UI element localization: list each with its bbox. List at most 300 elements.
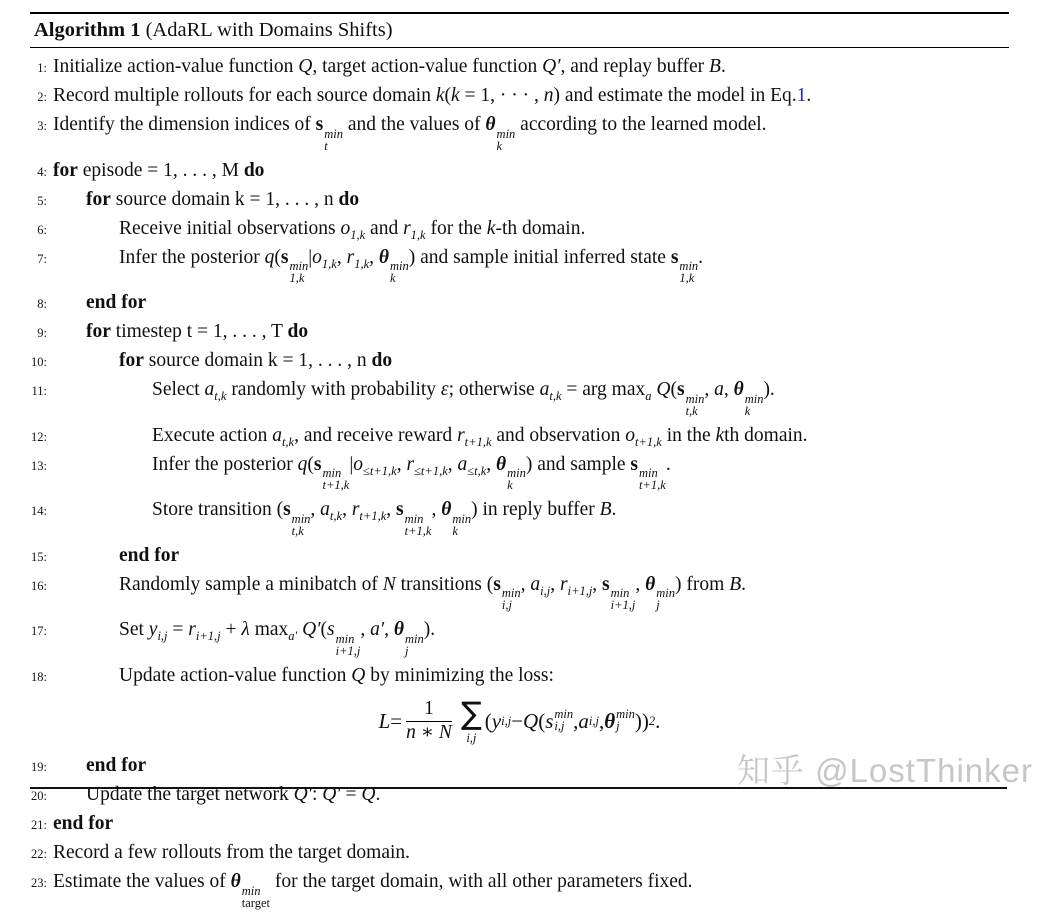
subscript: i+1,j: [335, 643, 361, 658]
line-number: 22:: [31, 847, 47, 861]
math-text: Q: [298, 56, 313, 77]
subscript: j: [656, 598, 660, 613]
stacked-scripts: [679, 261, 698, 285]
math-text: θ: [733, 379, 744, 400]
math-text: ) and sample initial inferred state: [408, 246, 671, 268]
algo-line: [30, 570, 1009, 616]
algorithm-title-caption: (AdaRL with Domains Shifts): [140, 19, 393, 41]
line-content: [119, 618, 435, 658]
math-text: =: [390, 708, 403, 733]
superscript: min: [291, 511, 311, 526]
line-number: 12:: [31, 429, 47, 444]
math-text: ,: [520, 573, 531, 595]
math-text: .: [375, 784, 381, 805]
line-number: 7:: [37, 251, 47, 266]
math-text: s: [670, 246, 679, 268]
subscript: t+1,k: [359, 508, 387, 523]
subscript: k: [452, 523, 458, 538]
math-text: ).: [423, 619, 436, 640]
superscript: min: [324, 126, 343, 141]
line-number: 8:: [37, 297, 47, 311]
math-text: Q′: [302, 619, 321, 640]
subscript: t,k: [291, 523, 304, 538]
math-text: ,: [431, 499, 442, 520]
math-text: by minimizing the loss:: [365, 664, 554, 686]
math-text: Q: [656, 379, 671, 400]
algo-line: [30, 421, 1009, 450]
math-text: ) and sample: [525, 453, 631, 475]
math-text: Q′: [322, 784, 341, 805]
subscript: i+1,j: [610, 598, 636, 613]
stacked-scripts: [554, 709, 573, 733]
math-text: k: [486, 217, 496, 239]
algo-line: [30, 615, 1009, 661]
line-content: [152, 378, 775, 418]
math-text: λ: [241, 619, 250, 640]
math-text: s: [630, 453, 638, 475]
math-text: end for: [119, 544, 180, 566]
math-text: = 1, · · · ,: [459, 85, 544, 106]
math-text: .: [741, 573, 746, 595]
superscript: min: [335, 631, 355, 646]
math-text: according to the learned model.: [515, 114, 767, 135]
subscript: ≤t+1,k: [414, 463, 448, 478]
fraction: [406, 699, 452, 743]
math-text: do: [338, 188, 360, 210]
math-text: θ: [378, 246, 389, 268]
algo-line: [30, 346, 1009, 375]
math-text: Q: [523, 708, 539, 733]
math-text: a: [539, 379, 550, 400]
math-text: ) from: [675, 573, 730, 595]
algo-line: [30, 450, 1009, 496]
bottom-rule: [30, 787, 1007, 789]
math-text: Q: [361, 784, 376, 805]
math-text: k: [435, 85, 445, 106]
line-content: [119, 544, 179, 567]
math-text: Execute action: [152, 424, 273, 446]
math-text: q: [264, 246, 275, 268]
math-text: r: [403, 217, 411, 239]
superscript: min: [685, 391, 705, 406]
stacked-scripts: [656, 588, 675, 612]
line-number: 10:: [31, 355, 47, 369]
math-text: a: [714, 379, 724, 400]
math-text: end for: [86, 755, 147, 776]
math-text: for: [86, 188, 111, 210]
math-text: Infer the posterior: [119, 246, 265, 268]
math-text: ,: [396, 453, 407, 475]
math-text: s: [602, 573, 610, 595]
superscript: min: [452, 511, 472, 526]
math-text: (: [307, 453, 314, 475]
algorithm-body: [30, 48, 1009, 913]
subscript: t+1,k: [404, 523, 432, 538]
superscript: min: [496, 126, 516, 141]
sigma-icon: ∑: [460, 695, 482, 732]
line-content: [86, 320, 308, 343]
math-text: θ: [604, 708, 616, 733]
math-text: s: [280, 246, 289, 268]
stacked-scripts: [452, 511, 472, 538]
watermark-text: 知乎 @LostThinker: [736, 752, 1033, 789]
subscript: t,k: [329, 508, 343, 523]
math-text: r: [346, 246, 355, 268]
math-text: |: [349, 453, 354, 475]
math-text: (: [320, 619, 328, 640]
math-text: r: [406, 453, 415, 475]
math-text: r: [188, 619, 196, 640]
line-content: [53, 84, 811, 107]
line-content: [86, 754, 146, 777]
subscript: t,k: [549, 388, 562, 403]
math-text: Record a few rollouts from the target domain.: [53, 842, 411, 863]
line-content: [53, 870, 693, 910]
math-text: Estimate the values of: [53, 871, 231, 892]
math-text: and: [365, 217, 404, 239]
algorithm-title: [30, 14, 1009, 47]
math-text: Infer the posterior: [152, 453, 298, 475]
math-text: s: [545, 708, 554, 733]
stacked-scripts: [405, 631, 424, 658]
stacked-scripts: [639, 468, 666, 492]
algo-line: [30, 780, 1009, 809]
math-text: Update action-value function: [119, 664, 352, 686]
line-content: [152, 498, 616, 538]
algo-line: [30, 214, 1009, 243]
math-text: θ: [485, 114, 496, 135]
math-text: a′: [370, 619, 385, 640]
line-number: 19:: [31, 760, 47, 774]
line-content: [53, 55, 726, 78]
math-text: θ: [645, 573, 656, 595]
fraction-denominator: n ∗ N: [406, 721, 452, 743]
algo-line: [30, 495, 1009, 541]
line-number: 4:: [37, 164, 47, 179]
math-text: L: [378, 708, 391, 733]
math-text: (: [670, 379, 677, 400]
math-text: k: [715, 424, 725, 446]
subscript: a: [645, 388, 652, 403]
subscript: target: [241, 895, 270, 910]
math-text: s: [327, 619, 335, 640]
subscript: t,k: [214, 388, 227, 403]
superscript: min: [639, 466, 658, 481]
math-text: N: [382, 573, 396, 595]
math-text: ) and estimate the model in Eq.: [553, 85, 797, 106]
math-text: a: [320, 499, 330, 520]
math-text: ,: [336, 246, 347, 268]
math-text: .: [655, 708, 661, 733]
algo-line: [30, 838, 1009, 867]
math-text: (: [484, 708, 492, 733]
subscript: i,j: [554, 719, 565, 734]
math-text: :: [311, 784, 323, 805]
superscript: min: [610, 586, 630, 601]
line-content: [119, 217, 585, 240]
subscript: k: [744, 403, 751, 418]
math-text: y: [148, 619, 158, 640]
math-text: Select: [152, 379, 205, 400]
line-number: 5:: [37, 193, 47, 208]
stacked-scripts: [404, 511, 432, 538]
subscript: i+1,j: [195, 628, 221, 643]
math-text: for: [119, 350, 144, 371]
line-number: 21:: [31, 818, 47, 832]
stacked-scripts: [291, 511, 311, 538]
math-text: .: [720, 56, 726, 77]
math-text: r: [559, 573, 568, 595]
math-text: B: [729, 573, 742, 595]
stacked-scripts: [685, 391, 705, 418]
math-text: ,: [723, 379, 734, 400]
algo-line: [30, 541, 1009, 570]
superscript: min: [322, 466, 342, 481]
math-text: ,: [310, 499, 321, 520]
math-text: a: [457, 453, 468, 475]
line-content: [53, 113, 767, 153]
math-text: θ: [496, 453, 507, 475]
math-text: transitions (: [395, 573, 494, 595]
algo-line: [30, 751, 1009, 780]
math-text: episode = 1, . . . , M: [77, 159, 244, 181]
line-number: 17:: [31, 624, 47, 638]
line-content: [53, 841, 410, 864]
subscript: j: [616, 719, 620, 734]
superscript: min: [405, 631, 424, 646]
line-content: [53, 812, 113, 835]
subscript: a′: [288, 628, 298, 643]
subscript: i,j: [157, 628, 168, 643]
line-number: 2:: [37, 90, 47, 104]
math-text: o: [353, 453, 363, 475]
math-text: ,: [360, 619, 371, 640]
algo-line: [30, 110, 1009, 156]
superscript: min: [679, 259, 699, 274]
math-text: s: [315, 114, 324, 135]
line-content: [53, 159, 264, 182]
math-text: ,: [447, 453, 458, 475]
algo-line: [30, 288, 1009, 317]
math-text: do: [371, 350, 393, 371]
math-text: , and receive reward: [294, 424, 458, 446]
math-text: for: [86, 321, 111, 342]
subscript: t+1,k: [322, 478, 350, 493]
math-text: ).: [763, 379, 775, 400]
subscript: i+1,j: [567, 583, 593, 598]
subscript: 1,k: [679, 271, 695, 286]
stacked-scripts: [390, 261, 409, 285]
subscript: i,j: [540, 583, 551, 598]
stacked-scripts: [241, 883, 270, 910]
math-text: source domain k = 1, . . . , n: [143, 350, 372, 371]
math-text: ,: [486, 453, 497, 475]
superscript: min: [404, 511, 424, 526]
subscript: i,j: [501, 598, 512, 613]
math-text: ,: [704, 379, 715, 400]
math-text: max: [249, 619, 289, 640]
math-text: .: [611, 499, 617, 520]
subscript: 1,k: [350, 227, 366, 242]
stacked-scripts: [335, 631, 361, 658]
line-content: [119, 573, 746, 613]
line-number: 6:: [37, 222, 47, 237]
math-text: and observation: [491, 424, 626, 446]
line-content: [86, 188, 359, 211]
line-content: [119, 349, 392, 372]
math-text: , and replay buffer: [560, 56, 710, 77]
math-text: a: [530, 573, 541, 595]
math-text: Update the target network: [86, 784, 294, 805]
algo-line: [30, 661, 1009, 690]
math-text: for: [53, 159, 78, 181]
subscript: k: [496, 138, 503, 153]
math-text: (: [274, 246, 281, 268]
math-text: θ: [393, 619, 405, 640]
superscript: min: [554, 707, 574, 722]
math-text: -th domain.: [495, 217, 586, 239]
math-text: r: [351, 499, 360, 520]
math-text: Q′: [542, 56, 561, 77]
line-number: 13:: [31, 458, 47, 473]
algo-line: [30, 867, 1009, 913]
math-text: do: [243, 159, 265, 181]
math-text: , target action-value function: [312, 56, 543, 77]
line-content: [152, 424, 808, 447]
math-text: r: [457, 424, 465, 446]
stacked-scripts: [744, 391, 764, 418]
algo-line: [30, 81, 1009, 110]
math-text: Q: [351, 664, 366, 686]
algo-line: [30, 375, 1009, 421]
math-text: for the: [425, 217, 487, 239]
math-text: ; otherwise: [448, 379, 540, 400]
math-text: Store transition (: [152, 499, 284, 520]
line-number: 16:: [31, 578, 47, 593]
math-text: .: [698, 246, 704, 268]
math-text: Q′: [293, 784, 312, 805]
line-content: [119, 246, 703, 286]
superscript: min: [241, 883, 261, 898]
superscript: min: [744, 391, 764, 406]
math-text: s: [493, 573, 501, 595]
subscript: j: [405, 643, 409, 658]
superscript: min: [507, 466, 526, 481]
stacked-scripts: [611, 588, 636, 612]
fraction-numerator: 1: [406, 699, 452, 721]
math-text: Record multiple rollouts for each source domain: [53, 85, 436, 106]
subscript: 1,k: [354, 256, 370, 271]
math-text: end for: [86, 292, 147, 313]
subscript: 1,k: [321, 256, 337, 271]
algorithm-title-label: Algorithm 1: [34, 19, 141, 41]
summation-index: i,j: [466, 730, 477, 745]
math-text: th domain.: [724, 424, 808, 446]
subscript: t: [324, 138, 328, 153]
math-text: ,: [384, 619, 394, 640]
math-text: ,: [369, 246, 379, 268]
line-content: [86, 291, 146, 314]
math-text: o: [625, 424, 636, 446]
stacked-scripts: [496, 126, 516, 153]
superscript: min: [289, 259, 309, 274]
algo-line: [30, 52, 1009, 81]
math-text: y: [491, 708, 502, 733]
math-text: +: [220, 619, 242, 640]
algo-line: [30, 156, 1009, 185]
subscript: k: [507, 478, 513, 493]
stacked-scripts: [323, 468, 350, 492]
superscript: min: [390, 259, 409, 274]
stacked-scripts: [290, 261, 309, 285]
math-text: ,: [592, 573, 603, 595]
math-text: Randomly sample a minibatch of: [119, 573, 383, 595]
line-number: 23:: [31, 876, 47, 890]
math-text: timestep t = 1, . . . , T: [110, 321, 288, 342]
math-text: θ: [441, 499, 452, 520]
math-text: ,: [386, 499, 397, 520]
math-text: ,: [635, 573, 646, 595]
stacked-scripts: [507, 468, 526, 492]
eq-ref-link[interactable]: 1: [796, 85, 807, 106]
algo-line: [30, 185, 1009, 214]
line-number: 9:: [37, 326, 47, 340]
line-number: 3:: [37, 119, 47, 133]
math-text: source domain k = 1, . . . , n: [110, 188, 339, 210]
math-text: for the target domain, with all other parameters fixed.: [269, 871, 693, 892]
math-text: )): [634, 708, 649, 733]
subscript: 1,k: [410, 227, 426, 242]
math-text: o: [340, 217, 351, 239]
math-text: =: [340, 784, 362, 805]
math-text: a: [204, 379, 215, 400]
superscript: min: [656, 586, 676, 601]
summation-operator: [460, 695, 482, 745]
math-text: .: [806, 85, 812, 106]
math-text: Initialize action-value function: [53, 56, 299, 77]
math-text: a: [578, 708, 589, 733]
line-content: [119, 664, 554, 687]
math-text: ,: [598, 708, 605, 733]
subscript: t+1,k: [639, 478, 666, 493]
algo-line: [30, 809, 1009, 838]
math-text: ) in reply buffer: [471, 499, 600, 520]
line-number: 18:: [31, 669, 47, 684]
math-text: ε: [440, 379, 449, 400]
line-number: 1:: [37, 61, 47, 75]
math-text: .: [665, 453, 671, 475]
superscript: min: [501, 586, 521, 601]
math-text: ,: [342, 499, 352, 520]
math-text: s: [313, 453, 322, 475]
line-number: 15:: [31, 549, 47, 564]
superscript: min: [616, 707, 635, 722]
math-text: s: [283, 499, 291, 520]
math-text: ,: [573, 708, 579, 733]
math-text: s: [396, 499, 404, 520]
math-text: randomly with probability: [226, 379, 441, 400]
math-text: n: [543, 85, 554, 106]
math-text: Receive initial observations: [119, 217, 341, 239]
equation-line: [30, 690, 1009, 752]
math-text: |: [308, 246, 313, 268]
line-number: 20:: [31, 789, 47, 803]
stacked-scripts: [502, 588, 521, 612]
math-text: (: [538, 708, 546, 733]
math-text: ,: [550, 573, 560, 595]
math-text: q: [297, 453, 308, 475]
math-text: end for: [53, 813, 114, 834]
